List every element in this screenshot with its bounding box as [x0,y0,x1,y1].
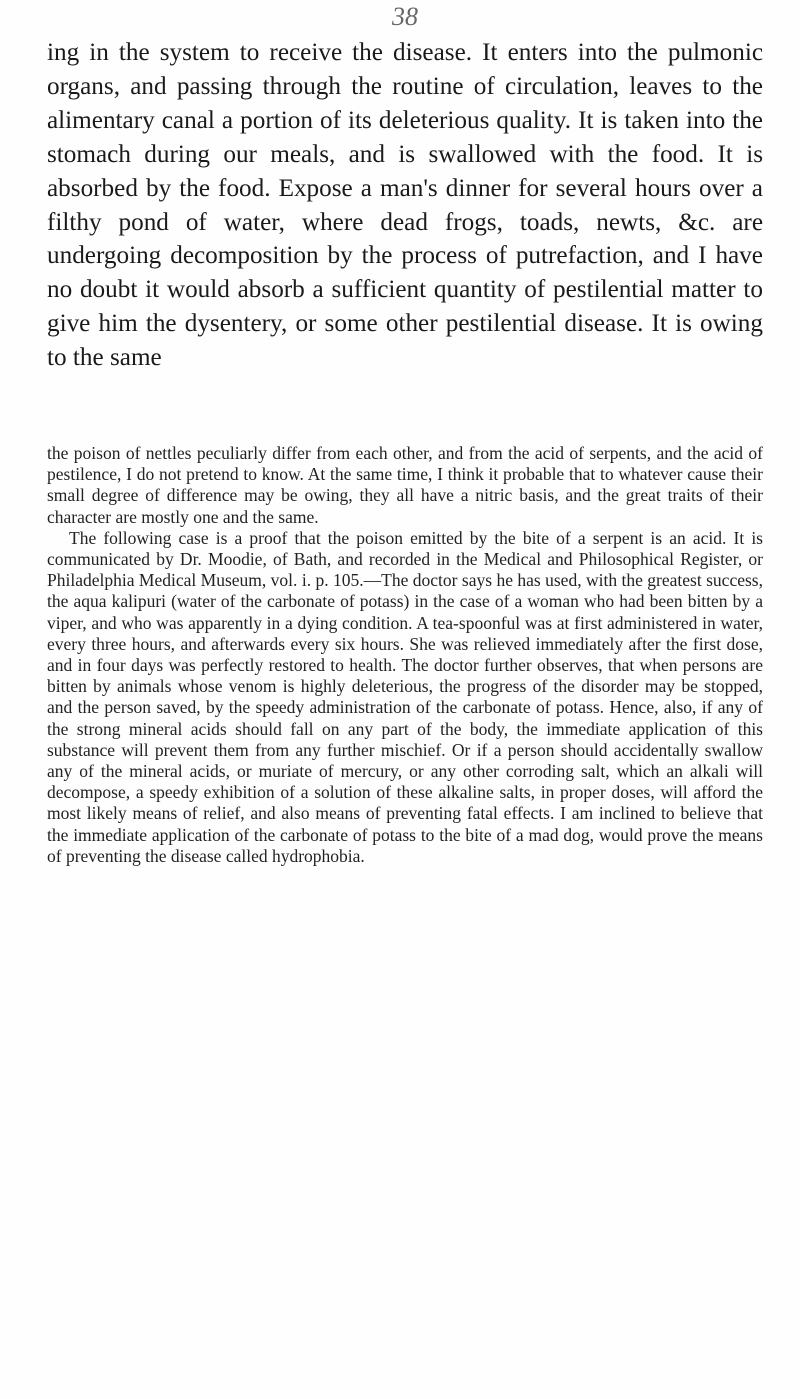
page-number: 38 [392,2,418,31]
footnote-paragraph: the poison of nettles peculiarly differ from each other, and from the acid of serpents, and the acid of pestilence, I do not pretend to know. At the same time, I think it probable that to whatever cause their small degree of difference may be owing, they all have a nitric basis, and the great traits of their character are mostly one and the same. [47,443,763,527]
footnote [47,443,763,867]
footnote-paragraph: The following case is a proof that the poison emitted by the bite of a serpent is an acid. It is communicated by Dr. Moodie, of Bath, and recorded in the Medical and Philosophical Register, or Philadelphia Medical Museum, vol. i. p. 105.—The doctor says he has used, with the greatest success, the aqua kalipuri (water of the carbonate of potass) in the case of a woman who had been bitten by a viper, and who was apparently in a dying condition. A tea-spoonful was at first administered in water, every three hours, and afterwards every six hours. She was relieved immediately after the first dose, and in four days was perfectly restored to health. The doctor further observes, that when persons are bitten by animals whose venom is highly deleterious, the progress of the disorder may be stopped, and the person saved, by the speedy administration of the carbonate of potass. Hence, also, if any of the strong mineral acids should fall on any part of the body, the immediate application of this substance will prevent them from any further mischief. Or if a person should accidentally swallow any of the mineral acids, or muriate of mercury, or any other corroding salt, which an alkali will decompose, a speedy exhibition of a solution of these alkaline salts, in proper doses, will afford the most likely means of relief, and also means of preventing fatal effects. I am inclined to believe that the immediate application of the carbonate of potass to the bite of a mad dog, would prove the means of preventing the disease called hydrophobia. [47,527,763,866]
main-paragraph: ing in the system to receive the disease. It enters into the pulmonic organs, and passing through the routine of circulation, leaves to the alimentary canal a portion of its deleterious quality. It is taken into the stomach during our meals, and is swallowed with the food. It is absorbed by the food. Expose a man's dinner for several hours over a filthy pond of water, where dead frogs, toads, newts, &c. are undergoing decomposition by the process of putrefaction, and I have no doubt it would absorb a sufficient quantity of pestilential matter to give him the dysentery, or some other pestilential disease. It is owing to the same [47,39,763,372]
